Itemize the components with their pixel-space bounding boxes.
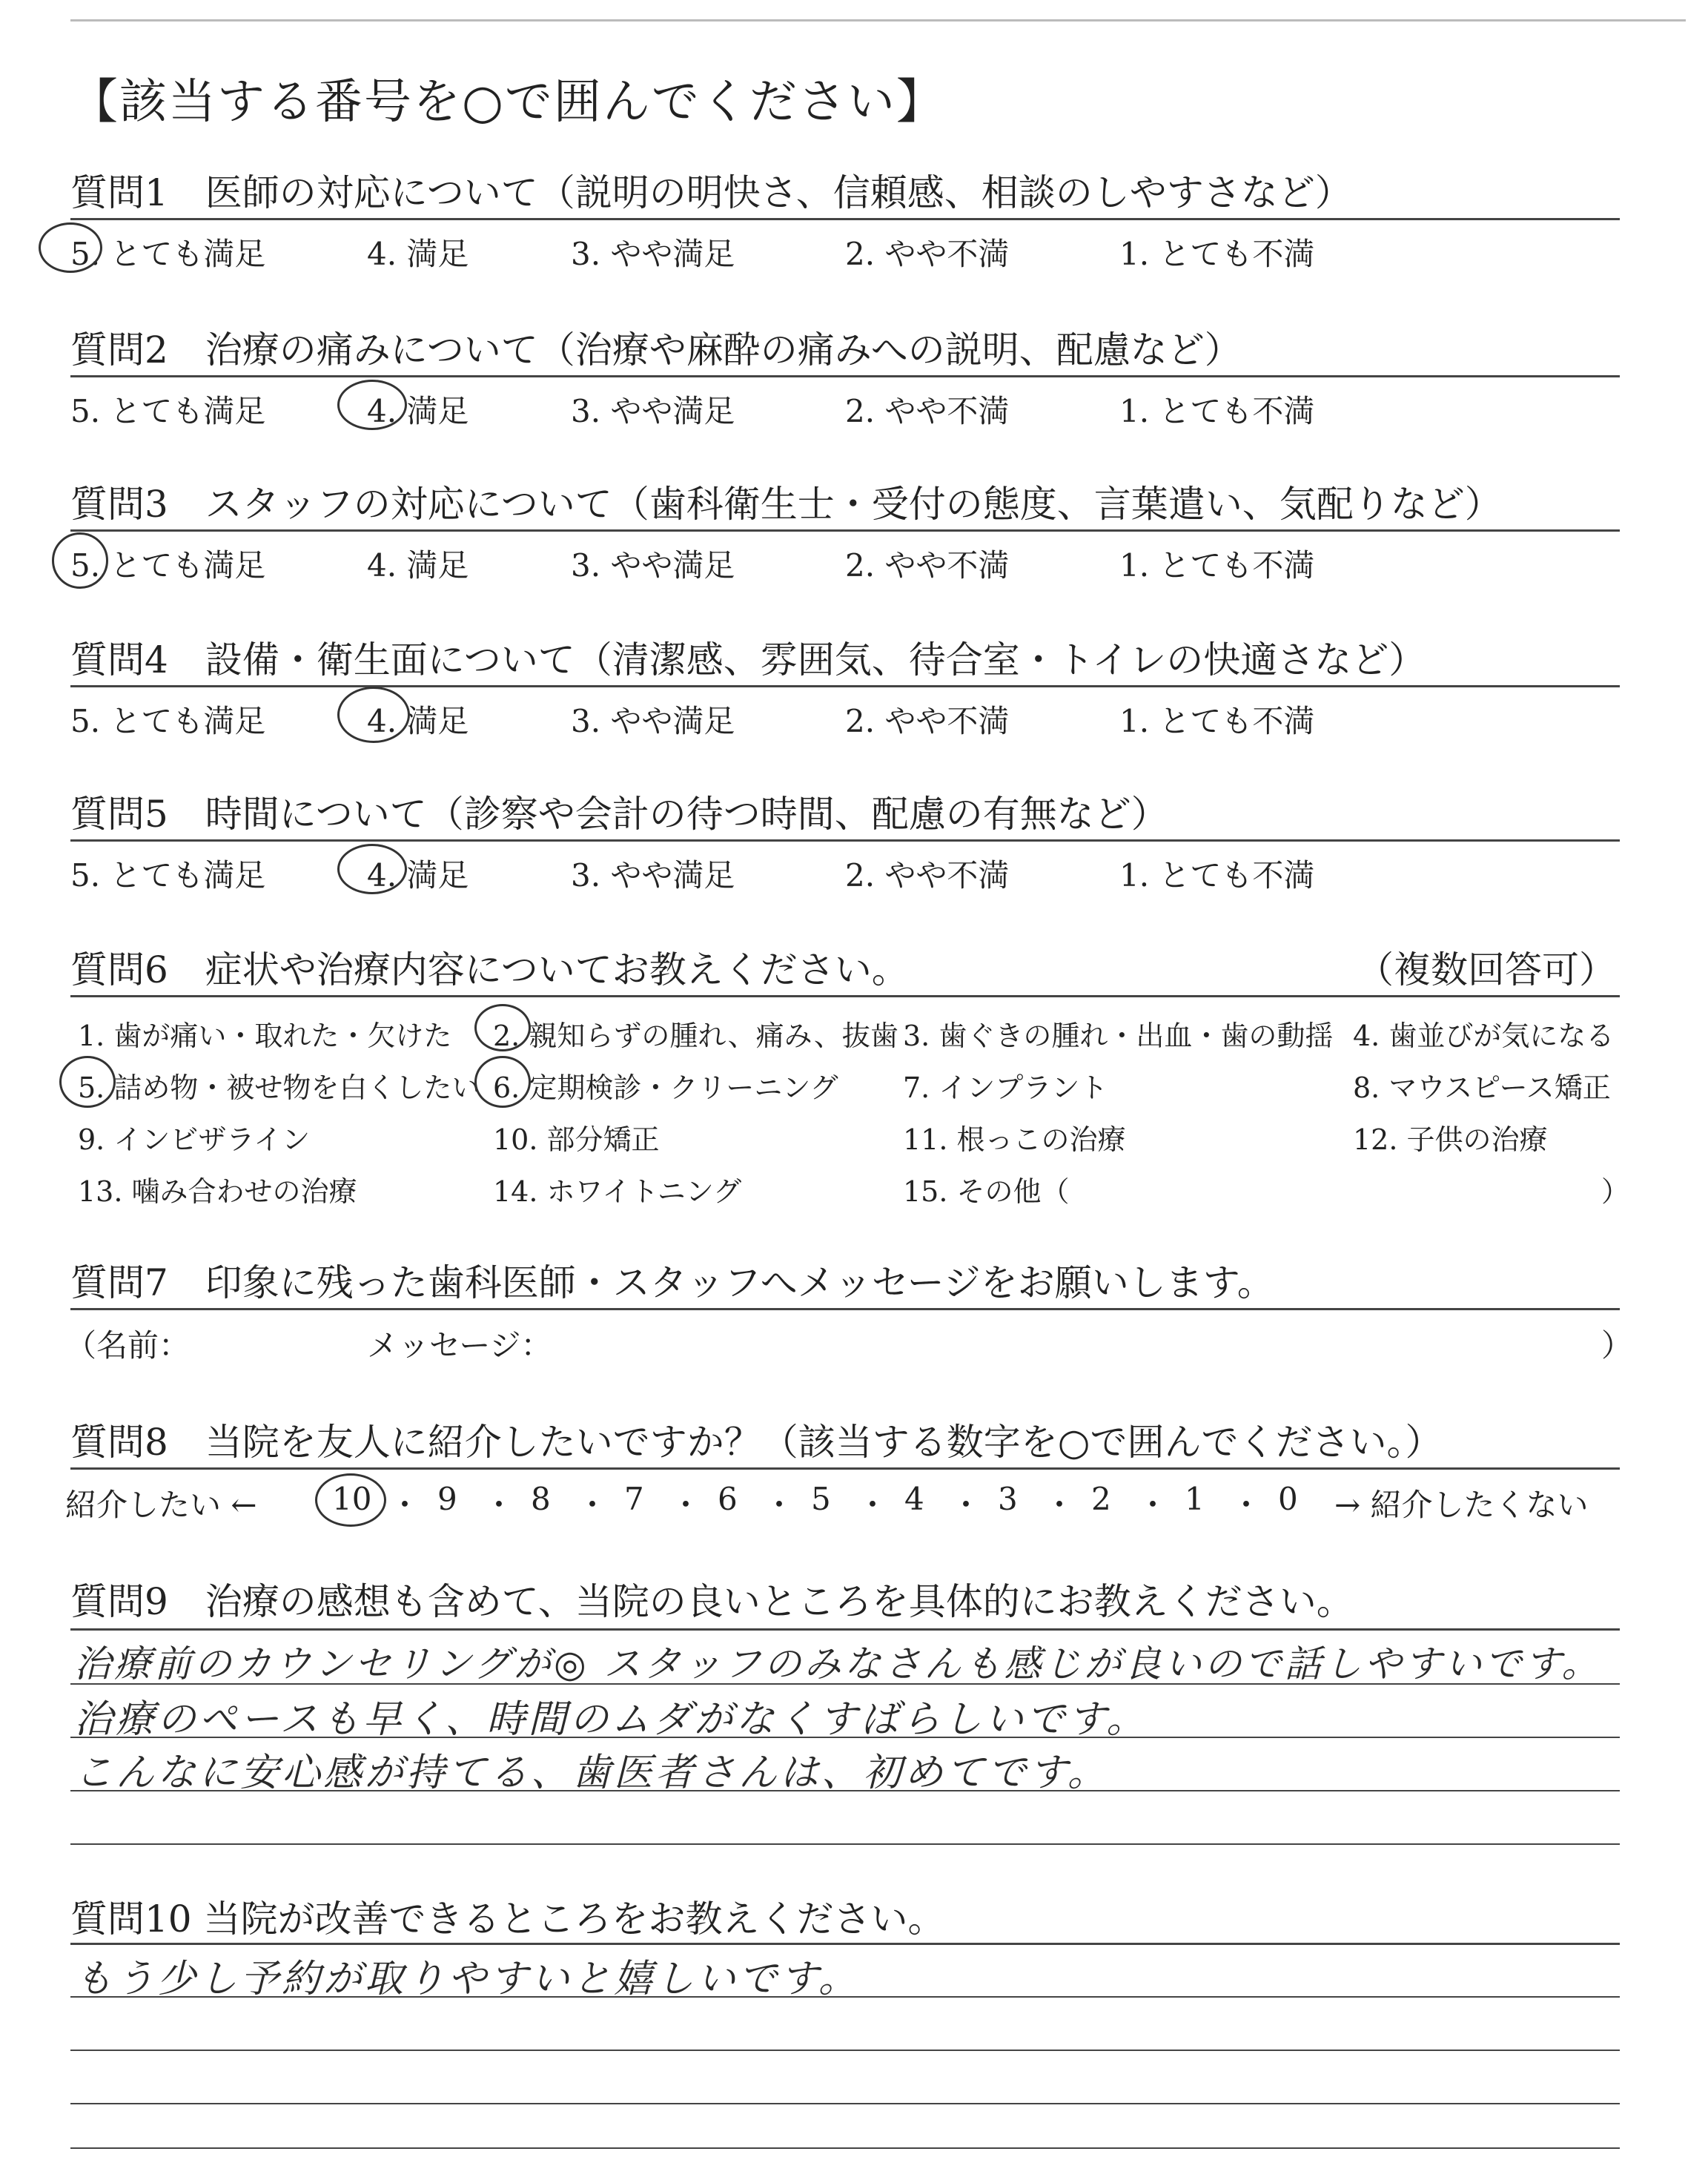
scale-5[interactable]: 5	[811, 1481, 831, 1517]
option-4[interactable]: 4. 満足	[367, 547, 469, 584]
selection-circle	[474, 1004, 531, 1051]
close-paren: ）	[1601, 1327, 1633, 1364]
symptom-option[interactable]: 10. 部分矯正	[493, 1123, 660, 1156]
multiple-answer-note: （複数回答可）	[1357, 948, 1616, 991]
question-heading: 質問9 治療の感想も含めて、当院の良いところを具体的にお教えください。	[70, 1580, 1354, 1623]
symptom-option[interactable]: 4. 歯並びが気になる	[1353, 1020, 1615, 1052]
option-1[interactable]: 1. とても不満	[1119, 857, 1315, 894]
option-5[interactable]: 5. とても満足	[70, 236, 266, 272]
handwritten-answer: 治療前のカウンセリングが◎ スタッフのみなさんも感じが良いので話しやすいです。	[74, 1642, 1602, 1685]
selection-circle	[337, 380, 407, 430]
question-heading: 質問3 スタッフの対応について（歯科衛生士・受付の態度、言葉遣い、気配りなど）	[70, 483, 1502, 526]
scale-separator: ・	[764, 1487, 795, 1523]
scale-2[interactable]: 2	[1091, 1481, 1111, 1517]
option-2[interactable]: 2. やや不満	[845, 857, 1010, 894]
selection-circle	[52, 532, 108, 589]
option-2[interactable]: 2. やや不満	[845, 393, 1010, 429]
option-5[interactable]: 5. とても満足	[70, 857, 266, 894]
divider	[70, 1628, 1620, 1631]
selection-circle	[39, 222, 102, 273]
symptom-option[interactable]: 11. 根っこの治療	[903, 1123, 1126, 1156]
scale-separator: ・	[389, 1487, 421, 1523]
other-option[interactable]: 15. その他（	[903, 1175, 1070, 1208]
answer-line	[70, 2147, 1620, 2149]
option-2[interactable]: 2. やや不満	[845, 236, 1010, 272]
divider	[70, 1467, 1620, 1470]
selection-circle	[474, 1056, 531, 1108]
scale-separator: ・	[670, 1487, 702, 1523]
form-title: 【該当する番号を○で囲んでください】	[70, 75, 945, 130]
scale-separator: ・	[1044, 1487, 1076, 1523]
answer-line	[70, 2103, 1620, 2104]
symptom-option[interactable]: 13. 噛み合わせの治療	[78, 1175, 357, 1208]
scale-separator: ・	[1231, 1487, 1262, 1523]
other-close-paren: ）	[1601, 1175, 1630, 1208]
option-1[interactable]: 1. とても不満	[1119, 703, 1315, 739]
symptom-option[interactable]: 1. 歯が痛い・取れた・欠けた	[78, 1020, 452, 1052]
question-heading: 質問8 当院を友人に紹介したいですか？（該当する数字を○で囲んでください。）	[70, 1421, 1443, 1464]
divider	[70, 685, 1620, 687]
question-heading: 質問10 当院が改善できるところをお教えください。	[70, 1898, 945, 1941]
top-border	[70, 19, 1686, 22]
symptom-option[interactable]: 5. 詰め物・被せ物を白くしたい	[78, 1071, 480, 1104]
option-1[interactable]: 1. とても不満	[1119, 393, 1315, 429]
selection-circle	[337, 687, 410, 743]
scale-separator: ・	[950, 1487, 982, 1523]
selection-circle	[59, 1056, 116, 1108]
symptom-option[interactable]: 6. 定期検診・クリーニング	[493, 1071, 838, 1104]
scale-7[interactable]: 7	[624, 1481, 644, 1517]
scale-separator: ・	[1137, 1487, 1169, 1523]
option-3[interactable]: 3. やや満足	[571, 857, 735, 894]
option-4[interactable]: 4. 満足	[367, 236, 469, 272]
message-label: メッセージ：	[367, 1327, 552, 1364]
question-heading: 質問6 症状や治療内容についてお教えください。	[70, 948, 909, 991]
handwritten-answer: もう少し予約が取りやすいと嬉しいです。	[74, 1957, 860, 2001]
scale-4[interactable]: 4	[904, 1481, 924, 1517]
scale-0[interactable]: 0	[1278, 1481, 1298, 1517]
name-label: （名前：	[65, 1327, 191, 1364]
scale-separator: ・	[857, 1487, 889, 1523]
symptom-option[interactable]: 9. インビザライン	[78, 1123, 311, 1156]
symptom-option[interactable]: 8. マウスピース矯正	[1353, 1071, 1611, 1104]
option-2[interactable]: 2. やや不満	[845, 547, 1010, 584]
scale-left-label: 紹介したい ←	[65, 1487, 257, 1523]
option-2[interactable]: 2. やや不満	[845, 703, 1010, 739]
symptom-option[interactable]: 3. 歯ぐきの腫れ・出血・歯の動揺	[903, 1020, 1334, 1052]
scale-separator: ・	[577, 1487, 609, 1523]
symptom-option[interactable]: 2. 親知らずの腫れ、痛み、抜歯	[493, 1020, 898, 1052]
option-4[interactable]: 4. 満足	[367, 703, 469, 739]
option-3[interactable]: 3. やや満足	[571, 236, 735, 272]
selection-circle	[315, 1473, 386, 1527]
question-heading: 質問4 設備・衛生面について（清潔感、雰囲気、待合室・トイレの快適さなど）	[70, 638, 1426, 681]
scale-6[interactable]: 6	[718, 1481, 738, 1517]
scale-8[interactable]: 8	[531, 1481, 551, 1517]
option-1[interactable]: 1. とても不満	[1119, 547, 1315, 584]
option-4[interactable]: 4. 満足	[367, 393, 469, 429]
option-3[interactable]: 3. やや満足	[571, 703, 735, 739]
option-4[interactable]: 4. 満足	[367, 857, 469, 894]
divider	[70, 839, 1620, 842]
option-3[interactable]: 3. やや満足	[571, 547, 735, 584]
scale-3[interactable]: 3	[998, 1481, 1018, 1517]
scale-10[interactable]: 10	[332, 1481, 372, 1517]
divider	[70, 375, 1620, 377]
answer-line	[70, 1843, 1620, 1845]
scale-right-label: → 紹介したくない	[1334, 1487, 1589, 1523]
option-5[interactable]: 5. とても満足	[70, 393, 266, 429]
divider	[70, 1943, 1620, 1945]
option-1[interactable]: 1. とても不満	[1119, 236, 1315, 272]
divider	[70, 529, 1620, 532]
divider	[70, 218, 1620, 220]
scale-1[interactable]: 1	[1185, 1481, 1205, 1517]
question-heading: 質問7 印象に残った歯科医師・スタッフへメッセージをお願いします。	[70, 1261, 1274, 1304]
selection-circle	[337, 844, 407, 894]
handwritten-answer: こんなに安心感が持てる、歯医者さんは、初めてです。	[74, 1751, 1109, 1795]
symptom-option[interactable]: 7. インプラント	[903, 1071, 1108, 1104]
symptom-option[interactable]: 12. 子供の治療	[1353, 1123, 1548, 1156]
symptom-option[interactable]: 14. ホワイトニング	[493, 1175, 742, 1208]
option-5[interactable]: 5. とても満足	[70, 703, 266, 739]
handwritten-answer: 治療のペースも早く、時間のムダがなくすばらしいです。	[74, 1697, 1148, 1742]
answer-line	[70, 2050, 1620, 2051]
option-3[interactable]: 3. やや満足	[571, 393, 735, 429]
divider	[70, 995, 1620, 997]
divider	[70, 1308, 1620, 1310]
question-heading: 質問5 時間について（診察や会計の待つ時間、配慮の有無など）	[70, 793, 1168, 836]
option-5[interactable]: 5. とても満足	[70, 547, 266, 584]
question-heading: 質問1 医師の対応について（説明の明快さ、信頼感、相談のしやすさなど）	[70, 171, 1352, 214]
scale-9[interactable]: 9	[437, 1481, 457, 1517]
scale-separator: ・	[483, 1487, 515, 1523]
question-heading: 質問2 治療の痛みについて（治療や麻酔の痛みへの説明、配慮など）	[70, 328, 1242, 371]
